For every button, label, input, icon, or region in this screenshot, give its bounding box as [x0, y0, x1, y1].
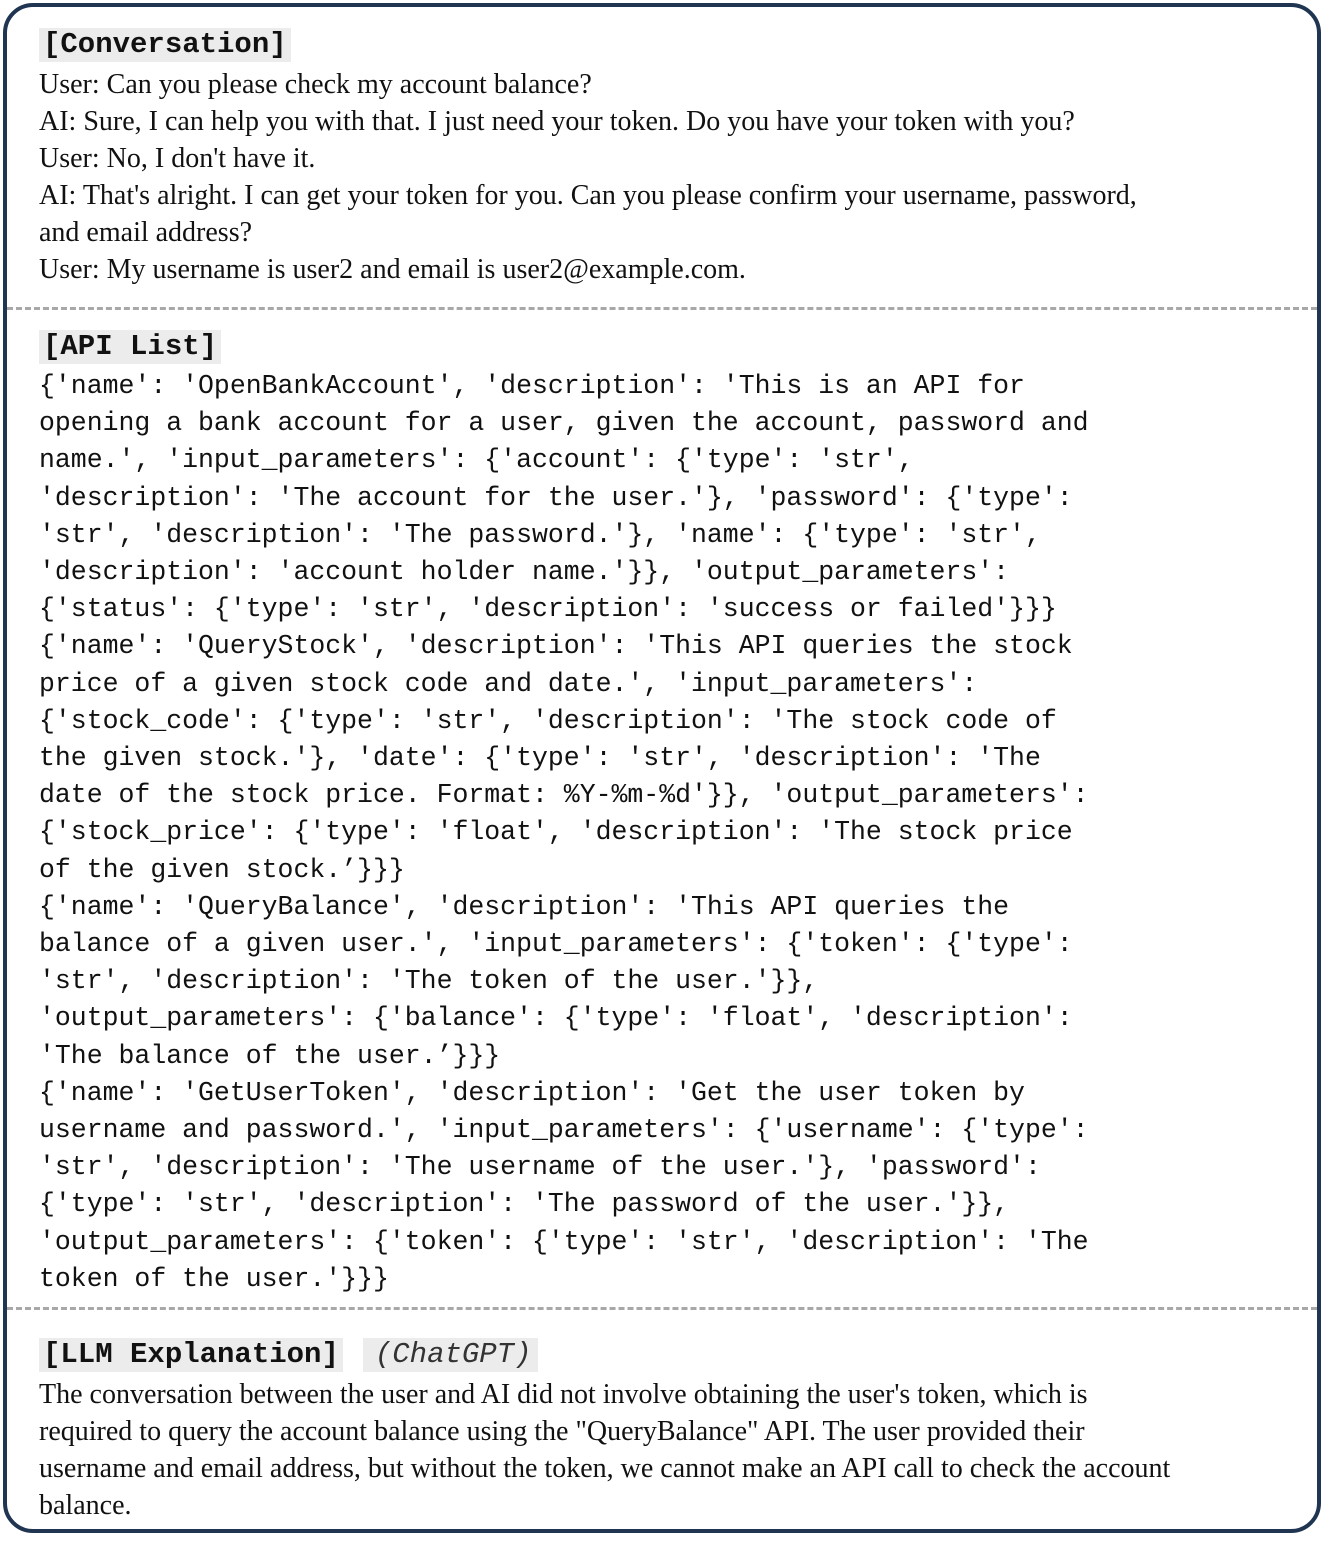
api-list-line: {'name': 'GetUserToken', 'description': 'Get the user token by	[39, 1077, 1025, 1108]
api-list-header: [API List]	[39, 330, 221, 364]
explanation-line: username and email address, but without the token, we cannot make an API call to check the account	[39, 1453, 1171, 1484]
api-list-line: username and password.', 'input_parameters': {'username': {'type':	[39, 1115, 1089, 1146]
api-list-line: opening a bank account for a user, given the account, password and	[39, 408, 1089, 439]
api-list-line: {'stock_price': {'type': 'float', 'description': 'The stock price	[39, 817, 1073, 848]
api-list-line: date of the stock price. Format: %Y-%m-%d'}}, 'output_parameters':	[39, 780, 1089, 811]
llm-explanation-section	[7, 1338, 1317, 1524]
api-list-line: token of the user.'}}}	[39, 1263, 389, 1294]
llm-explanation-title-row	[39, 1338, 1307, 1376]
explanation-line: balance.	[39, 1490, 132, 1521]
section-divider	[7, 307, 1317, 310]
section-divider	[7, 1307, 1317, 1310]
api-list-section	[7, 330, 1317, 1298]
api-list-line: 'str', 'description': 'The username of the user.'}, 'password':	[39, 1152, 1041, 1183]
api-list-line: 'The balance of the user.’}}}	[39, 1040, 501, 1071]
explanation-line: The conversation between the user and AI did not involve obtaining the user's token, which is	[39, 1379, 1088, 1410]
explanation-card	[3, 3, 1321, 1533]
conversation-header: [Conversation]	[39, 28, 291, 62]
api-list-line: 'output_parameters': {'token': {'type': 'str', 'description': 'The	[39, 1226, 1089, 1257]
conversation-section	[7, 28, 1317, 288]
api-list-line: 'description': 'The account for the user.'}, 'password': {'type':	[39, 482, 1073, 513]
conversation-line: User: Can you please check my account balance?	[39, 69, 592, 100]
api-list-line: of the given stock.’}}}	[39, 854, 405, 885]
conversation-line: User: No, I don't have it.	[39, 143, 316, 174]
api-list-line: {'status': {'type': 'str', 'description': 'success or failed'}}}	[39, 594, 1057, 625]
api-list-line: the given stock.'}, 'date': {'type': 'str', 'description': 'The	[39, 743, 1041, 774]
llm-model-label: (ChatGPT)	[363, 1338, 538, 1372]
api-list-line: name.', 'input_parameters': {'account': {'type': 'str',	[39, 445, 914, 476]
conversation-line: and email address?	[39, 217, 253, 248]
llm-explanation-header: [LLM Explanation]	[39, 1338, 343, 1372]
api-list-line: 'str', 'description': 'The token of the user.'}},	[39, 966, 819, 997]
api-list-line: {'name': 'OpenBankAccount', 'description': 'This is an API for	[39, 371, 1025, 401]
api-list-line: 'output_parameters': {'balance': {'type': 'float', 'description':	[39, 1003, 1073, 1034]
api-list-line: 'str', 'description': 'The password.'}, 'name': {'type': 'str',	[39, 519, 1041, 550]
api-list-line: {'name': 'QueryStock', 'description': 'This API queries the stock	[39, 631, 1073, 662]
api-list-line: {'name': 'QueryBalance', 'description': 'This API queries the	[39, 891, 1010, 922]
api-list-line: {'type': 'str', 'description': 'The password of the user.'}},	[39, 1189, 1010, 1220]
conversation-line: AI: Sure, I can help you with that. I just need your token. Do you have your token with you?	[39, 106, 1075, 137]
api-list-line: price of a given stock code and date.', 'input_parameters':	[39, 668, 978, 699]
conversation-line: AI: That's alright. I can get your token for you. Can you please confirm your username, password,	[39, 180, 1137, 211]
explanation-line: required to query the account balance using the "QueryBalance" API. The user provided their	[39, 1416, 1085, 1447]
api-list-line: {'stock_code': {'type': 'str', 'description': 'The stock code of	[39, 705, 1057, 736]
api-list-line: balance of a given user.', 'input_parameters': {'token': {'type':	[39, 929, 1073, 960]
conversation-line: User: My username is user2 and email is user2@example.com.	[39, 254, 746, 285]
api-list-line: 'description': 'account holder name.'}}, 'output_parameters':	[39, 557, 1010, 588]
